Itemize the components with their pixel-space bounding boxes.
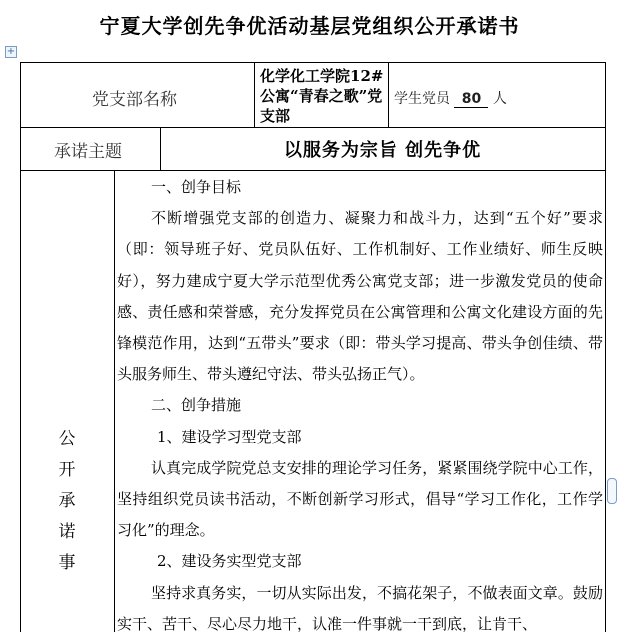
commitment-label (20, 424, 114, 579)
section2-heading: 二、创争措施 (151, 396, 242, 415)
table-resize-handle[interactable] (607, 478, 617, 504)
member-count-value: 80 (454, 92, 488, 108)
sub1-text: 认真完成学院党总支安排的理论学习任务，紧紧围绕学院中心工作，坚持组织党员读书活动，不断创新学习形式，倡导“学习工作化，工作学习化”的理念。 (117, 458, 603, 540)
table-divider-row2 (20, 170, 606, 171)
table-border-right (605, 62, 606, 632)
member-count (394, 88, 507, 108)
sub2-text: 坚持求真务实，一切从实际出发，不搞花架子，不做表面文章。鼓励实干、苦干、尽心尽力地干，认准一件事就一干到底，让肯干、 (117, 583, 603, 632)
member-count-label: 学生党员 (394, 91, 450, 107)
sub2-heading: 2、建设务实型党支部 (157, 552, 302, 571)
table-border-top (20, 62, 606, 63)
commitment-label-char: 承 (58, 491, 76, 511)
commitment-label-char: 公 (58, 429, 76, 449)
commitment-content[interactable] (117, 172, 603, 632)
document-title: 宁夏大学创先争优活动基层党组织公开承诺书 (99, 14, 520, 38)
branch-name-label: 党支部名称 (92, 90, 177, 110)
table-divider-col-name (254, 62, 255, 127)
member-count-unit: 人 (492, 91, 507, 107)
section1-text: 不断增强党支部的创造力、凝聚力和战斗力，达到“五个好”要求（即：领导班子好、党员队伍好、工作机制好、工作业绩好、师生反映好），努力建成宁夏大学示范型优秀公寓党支部；进一步激发党员的使命感、责任感和荣誉感，充分发挥党员在公寓管理和公寓文化建设方面的先锋模范作用，达到“五带头”要求（即：带头学习提高、带头争创佳绩、带头服务师生、带头遵纪守法、带头弘扬正气）。 (117, 209, 603, 384)
branch-name-value: 化学化工学院12#公寓“青春之歌”党支部 (260, 67, 384, 125)
table-divider-col-content (114, 170, 115, 632)
commitment-label-char: 开 (58, 460, 76, 480)
table-move-handle-icon[interactable]: + (6, 46, 16, 57)
table-divider-col-count (388, 62, 389, 127)
table-divider-row1 (20, 127, 606, 128)
commitment-label-char: 事 (58, 553, 76, 573)
theme-label: 承诺主题 (54, 142, 122, 162)
sub1-heading: 1、建设学习型党支部 (157, 427, 302, 446)
section1-heading: 一、创争目标 (151, 178, 242, 196)
theme-value: 以服务为宗旨 创先争优 (283, 140, 482, 161)
commitment-label-char: 诺 (58, 522, 76, 542)
